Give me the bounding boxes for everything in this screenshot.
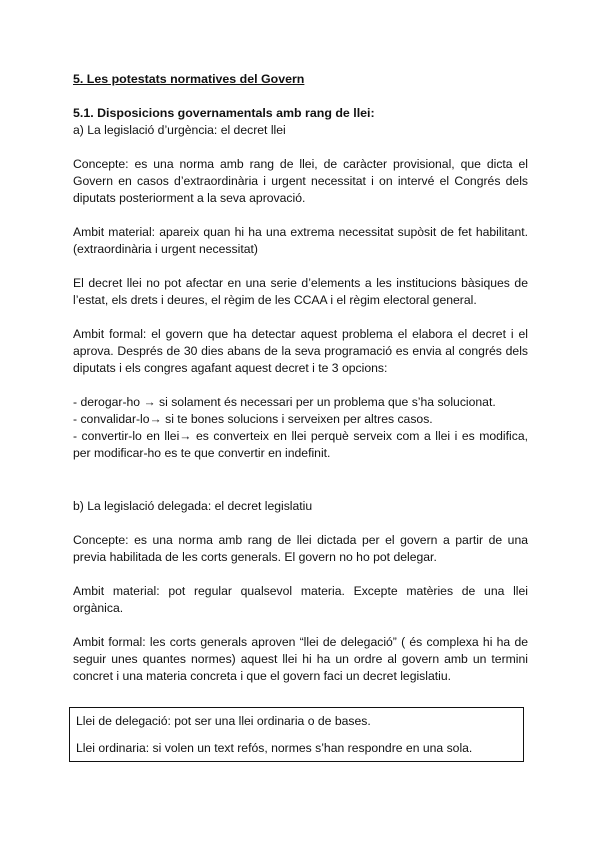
document-body [73,71,528,685]
paragraph-limits: El decret llei no pot afectar en una serie d’elements a les institucions bàsiques de l’estat, els drets i deures, el règim de les CCAA i el règim electoral general. [73,276,528,307]
note-box [69,707,524,762]
note-line: Llei ordinaria: si volen un text refós, normes s’han respondre en una sola. [76,741,473,755]
options-list [73,394,528,462]
paragraph-ambit-material-b: Ambit material: pot regular qualsevol materia. Excepte matèries de una llei orgànica. [73,584,528,615]
page-title: 5. Les potestats normatives del Govern [73,72,305,86]
paragraph-ambit-formal-b: Ambit formal: les corts generals aproven “llei de delegació” ( és complexa hi ha de seguir unes quantes normes) aquest llei hi ha un ordre al govern amb un termini concret i una materia concreta i que el govern faci un decret legislatiu. [73,635,528,683]
paragraph-ambit-material: Ambit material: apareix quan hi ha una extrema necessitat supòsit de fet habilitant. (extraordinària i urgent necessitat) [73,225,528,256]
list-item: - derogar-ho → si solament és necessari per un problema que s’ha solucionat. [73,395,496,409]
section-heading: 5.1. Disposicions governamentals amb rang de llei: [73,106,375,120]
section-subheading-b: b) La legislació delegada: el decret legislatiu [73,499,313,513]
section-subheading: a) La legislació d’urgència: el decret llei [73,123,286,137]
list-item: - convalidar-lo→ si te bones solucions i serveixen per altres casos. [73,412,433,426]
list-item: - convertir-lo en llei→ es converteix en llei perquè serveix com a llei i es modifica, per modificar-ho es te que convertir en indefinit. [73,429,528,460]
paragraph-concepte: Concepte: es una norma amb rang de llei, de caràcter provisional, que dicta el Govern en casos d’extraordinària i urgent necessitat i on intervé el Congrés dels diputats posteriorment a la seva aprovació. [73,157,528,205]
paragraph-concepte-b: Concepte: es una norma amb rang de llei dictada per el govern a partir de una previa habilitada de les corts generals. El govern no ho pot delegar. [73,533,528,564]
note-line: Llei de delegació: pot ser una llei ordinaria o de bases. [76,714,371,728]
paragraph-ambit-formal: Ambit formal: el govern que ha detectar aquest problema el elabora el decret i el aprova. Després de 30 dies abans de la seva programació es envia al congrés dels diputats i els congres agafant aquest decret i te 3 opcions: [73,327,528,375]
